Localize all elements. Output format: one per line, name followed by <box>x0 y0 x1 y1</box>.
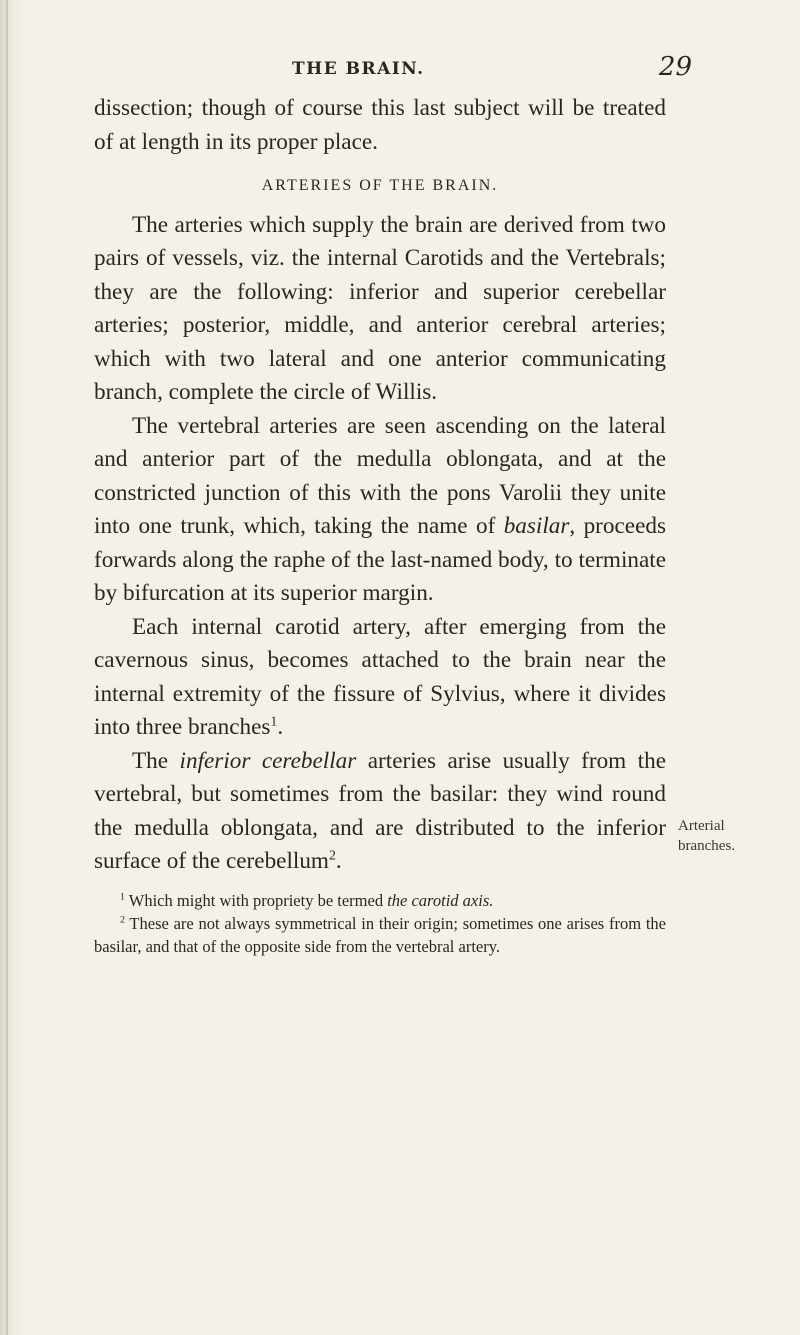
paragraph-internal-carotid: Each internal carotid artery, after emerging from the cavernous sinus, becomes attached to the brain near the internal extremity of the fissure of Sylvius, where it divides into three branches$^1$. <box>94 613 666 740</box>
para2-text-b: , proceeds forwards along the raphe of the last-named body, to terminate by bifurcation at its superior margin. <box>94 513 666 606</box>
intro-line-2: be treated of at length in its proper place. <box>94 95 666 155</box>
margin-note-line-1: Arterial <box>678 818 725 834</box>
gutter-shadow-line <box>6 0 8 1335</box>
footnote-ref-1: 1 <box>270 714 278 730</box>
para4-emphasis: inferior cerebellar <box>179 747 357 774</box>
footnote-2-mark: 2 <box>120 914 125 925</box>
para2-emphasis: basilar <box>503 513 570 539</box>
book-gutter <box>0 0 22 1335</box>
para3-text: Each internal carotid artery, after emerging from the cavernous sinus, becomes attached to the brain near the internal extremity of the fissure of Sylvius, where it divides into three branches <box>94 613 666 740</box>
paragraph-arteries-overview: The arteries which supply the brain are derived from two pairs of vessels, viz. the internal Carotids and the Vertebrals; they are the following: inferior and superior cerebellar arteries; posterior, middle, and anterior cerebral arteries; which with two lateral and one anterior communicating branch, complete the circle of Willis. <box>94 211 666 405</box>
margin-note-line-2: branches. <box>678 838 736 854</box>
running-title: THE BRAIN. <box>292 59 425 79</box>
para4-text-a: The <box>132 747 180 774</box>
book-page <box>94 52 692 958</box>
footnote-1-emphasis: the carotid axis. <box>387 890 494 910</box>
footnote-1 <box>94 889 666 912</box>
footnote-2 <box>94 912 666 958</box>
running-head <box>94 52 692 92</box>
paragraph-inferior-cerebellar: The inferior cerebellar arteries arise usually from the vertebral, but sometimes from the basilar: they wind round the medulla oblongata, and are distributed to the inferior surface of the cerebellum$^2$. <box>94 747 666 874</box>
intro-line-1: dissection; though of course this last subject will <box>94 95 565 121</box>
para2-text-a: The vertebral arteries are seen ascending on the lateral and anterior part of the medulla oblongata, and at the constricted junction of this with the pons Varolii they unite into one trunk, which, taking the name of <box>94 412 666 539</box>
footnote-ref-2: 2 <box>328 848 336 864</box>
footnote-1-mark: 1 <box>120 891 125 902</box>
body-text <box>94 92 666 879</box>
margin-note <box>678 816 735 856</box>
section-heading: ARTERIES OF THE BRAIN. <box>261 177 499 194</box>
footnote-1-text: Which might with propriety be termed <box>124 890 388 910</box>
footnote-2-text: These are not always symmetrical in their origin; sometimes one arises from the basilar, and that of the opposite side from the vertebral artery. <box>94 913 666 956</box>
paragraph-vertebral-arteries <box>94 410 666 611</box>
page-number: 29 <box>658 52 692 82</box>
footnotes <box>94 889 666 958</box>
intro-text <box>94 92 666 159</box>
para4-text-b: arteries arise usually from the vertebral, but sometimes from the basilar: they wind round the medulla oblongata, and are distributed to the inferior surface of the cerebellum <box>94 747 666 874</box>
